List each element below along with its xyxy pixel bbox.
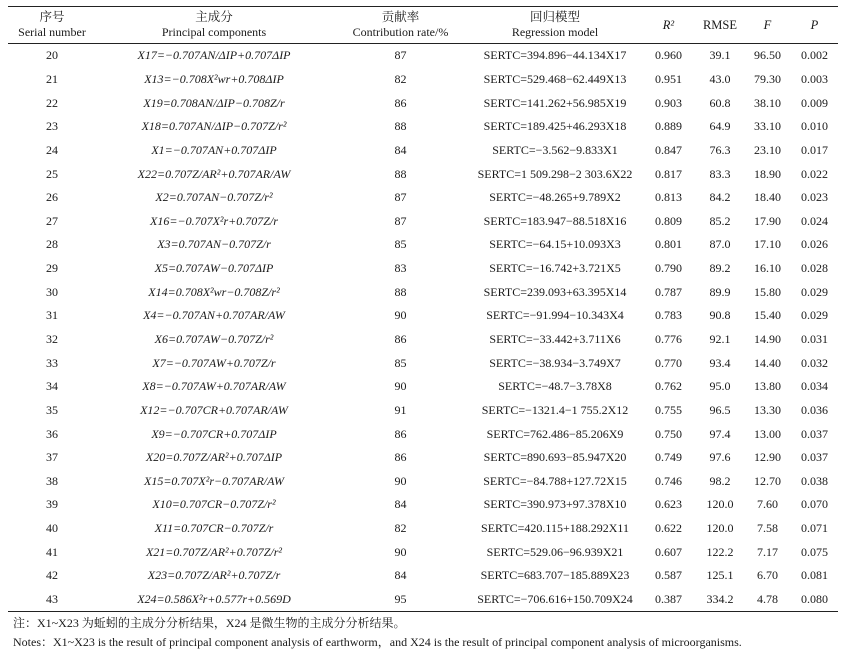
cell-p: 0.080 <box>791 588 838 612</box>
cell-serial: 22 <box>46 95 58 110</box>
table-row <box>8 280 838 304</box>
cell-rmse: 90.8 <box>709 308 731 323</box>
table-row <box>8 233 838 257</box>
cell-serial: 28 <box>46 237 58 252</box>
header-rmse-label: RMSE <box>702 17 738 32</box>
cell-principal-component: X16=−0.707X²r+0.707Z/r <box>150 213 278 228</box>
cell-contribution-rate: 90 <box>394 379 407 394</box>
cell-rmse: 97.6 <box>709 450 731 465</box>
header-principal-components <box>96 7 332 44</box>
cell-principal-component: X20=0.707Z/AR²+0.707ΔIP <box>145 450 283 465</box>
cell-rmse: 125.1 <box>706 568 734 583</box>
cell-f: 33.10 <box>754 119 781 134</box>
cell-contribution-rate: 87 <box>394 190 407 205</box>
cell-regression-model: SERTC=−1321.4−1 755.2X12 <box>481 402 629 417</box>
cell-principal-component: X18=0.707AN/ΔIP−0.707Z/r² <box>141 119 287 134</box>
cell-p: 0.017 <box>801 142 828 157</box>
cell-p: 0.029 <box>801 308 828 323</box>
cell-r2: 0.960 <box>655 48 682 63</box>
cell-principal-component: X2=0.707AN−0.707Z/r² <box>155 190 273 205</box>
table-row <box>8 470 838 494</box>
table-row <box>8 91 838 115</box>
cell-f: 13.30 <box>754 402 781 417</box>
cell-r2: 0.813 <box>655 190 682 205</box>
cell-regression-model: SERTC=−64.15+10.093X3 <box>489 237 621 252</box>
cell-p: 0.071 <box>801 521 828 536</box>
cell-rmse: 84.2 <box>709 190 731 205</box>
cell-r2: 0.387 <box>641 588 696 612</box>
cell-p: 0.022 <box>801 166 828 181</box>
cell-f: 12.70 <box>754 473 781 488</box>
cell-f: 7.60 <box>757 497 778 512</box>
table-row <box>8 446 838 470</box>
cell-rmse: 120.0 <box>706 521 734 536</box>
cell-regression-model: SERTC=−38.934−3.749X7 <box>489 355 621 370</box>
table-row <box>8 540 838 564</box>
cell-f: 15.80 <box>754 284 781 299</box>
cell-f: 6.70 <box>757 568 778 583</box>
cell-f: 18.90 <box>754 166 781 181</box>
cell-rmse: 64.9 <box>709 119 731 134</box>
cell-serial: 29 <box>46 261 58 276</box>
cell-rmse: 334.2 <box>696 588 744 612</box>
cell-contribution-rate: 82 <box>394 521 407 536</box>
cell-r2: 0.951 <box>655 71 682 86</box>
cell-p: 0.024 <box>801 213 828 228</box>
note-en: Notes：X1~X23 is the result of principal component analysis of earthworm，and X24 is the result of principal component analysis of microorganisms. <box>13 635 742 650</box>
cell-r2: 0.809 <box>655 213 682 228</box>
cell-r2: 0.623 <box>655 497 682 512</box>
cell-f: 13.00 <box>754 426 781 441</box>
cell-serial: 40 <box>46 521 58 536</box>
cell-serial: 30 <box>46 284 58 299</box>
cell-contribution-rate: 90 <box>394 308 407 323</box>
cell-serial: 33 <box>46 355 58 370</box>
cell-r2: 0.762 <box>655 379 682 394</box>
table-row <box>8 375 838 399</box>
cell-serial: 36 <box>46 426 58 441</box>
cell-r2: 0.755 <box>655 402 682 417</box>
cell-r2: 0.787 <box>655 284 682 299</box>
header-rate-zh: 贡献率 <box>381 10 420 24</box>
cell-f: 17.10 <box>754 237 781 252</box>
cell-principal-component: X14=0.708X²wr−0.708Z/r² <box>148 284 280 299</box>
cell-principal-component: X8=−0.707AW+0.707AR/AW <box>142 379 286 394</box>
cell-p: 0.009 <box>801 95 828 110</box>
cell-serial: 41 <box>46 544 58 559</box>
cell-f: 18.40 <box>754 190 781 205</box>
header-r2-label: R² <box>662 17 675 32</box>
header-serial <box>8 7 96 44</box>
cell-f: 7.58 <box>757 521 778 536</box>
cell-contribution-rate: 82 <box>394 71 407 86</box>
table-row <box>8 588 838 612</box>
cell-regression-model: SERTC=−48.7−3.78X8 <box>498 379 612 394</box>
cell-regression-model: SERTC=762.486−85.206X9 <box>486 426 624 441</box>
cell-serial: 21 <box>46 71 58 86</box>
header-rmse <box>696 7 744 44</box>
cell-serial: 26 <box>46 190 58 205</box>
cell-principal-component: X15=0.707X²r−0.707AR/AW <box>144 473 284 488</box>
cell-r2: 0.749 <box>655 450 682 465</box>
cell-f: 14.90 <box>754 332 781 346</box>
cell-serial: 27 <box>46 213 58 228</box>
cell-rmse: 43.0 <box>709 71 731 86</box>
cell-regression-model: SERTC=529.06−96.939X21 <box>486 544 624 559</box>
header-contribution-rate <box>332 7 469 44</box>
cell-principal-component: X6=0.707AW−0.707Z/r² <box>154 332 274 346</box>
cell-rmse: 93.4 <box>709 355 731 370</box>
cell-rmse: 89.2 <box>709 261 731 276</box>
table-header <box>8 7 838 44</box>
regression-table <box>8 6 838 612</box>
cell-r2: 0.847 <box>655 142 682 157</box>
cell-r2: 0.783 <box>655 308 682 323</box>
cell-regression-model: SERTC=1 509.298−2 303.6X22 <box>477 166 633 181</box>
table-row <box>8 209 838 233</box>
cell-r2: 0.889 <box>655 119 682 134</box>
table-row <box>8 139 838 163</box>
cell-regression-model: SERTC=239.093+63.395X14 <box>483 284 627 299</box>
header-f-label: F <box>763 17 772 32</box>
cell-serial: 43 <box>8 588 96 612</box>
cell-regression-model: SERTC=−3.562−9.833X1 <box>492 142 618 157</box>
cell-serial: 23 <box>46 119 58 134</box>
cell-contribution-rate: 88 <box>394 119 407 134</box>
table-row <box>8 44 838 68</box>
cell-regression-model: SERTC=−706.616+150.709X24 <box>469 588 641 612</box>
cell-p: 0.038 <box>801 473 828 488</box>
cell-regression-model: SERTC=394.896−44.134X17 <box>483 48 627 63</box>
cell-regression-model: SERTC=420.115+188.292X11 <box>481 521 629 536</box>
cell-regression-model: SERTC=−33.442+3.711X6 <box>489 332 621 346</box>
header-p-label: P <box>810 17 819 32</box>
cell-r2: 0.607 <box>655 544 682 559</box>
cell-rmse: 96.5 <box>709 402 731 417</box>
cell-serial: 34 <box>46 379 58 394</box>
cell-rmse: 39.1 <box>709 48 731 63</box>
cell-principal-component: X17=−0.707AN/ΔIP+0.707ΔIP <box>137 48 291 63</box>
cell-rmse: 95.0 <box>709 379 731 394</box>
cell-serial: 37 <box>46 450 58 465</box>
cell-f: 4.78 <box>744 588 791 612</box>
cell-p: 0.070 <box>801 497 828 512</box>
cell-principal-component: X3=0.707AN−0.707Z/r <box>157 237 271 252</box>
table-notes <box>8 614 838 652</box>
cell-p: 0.003 <box>801 71 828 86</box>
header-serial-en: Serial number <box>18 25 86 39</box>
cell-principal-component: X23=0.707Z/AR²+0.707Z/r <box>147 568 281 583</box>
cell-p: 0.037 <box>801 426 828 441</box>
cell-p: 0.002 <box>801 48 828 63</box>
cell-rmse: 85.2 <box>709 213 731 228</box>
cell-p: 0.036 <box>801 402 828 417</box>
header-serial-zh: 序号 <box>39 10 65 24</box>
cell-r2: 0.817 <box>655 166 682 181</box>
cell-r2: 0.587 <box>655 568 682 583</box>
cell-f: 14.40 <box>754 355 781 370</box>
cell-rmse: 97.4 <box>709 426 731 441</box>
cell-f: 23.10 <box>754 142 781 157</box>
cell-rmse: 92.1 <box>709 332 731 346</box>
cell-f: 12.90 <box>754 450 781 465</box>
cell-principal-component: X9=−0.707CR+0.707ΔIP <box>151 426 277 441</box>
cell-principal-component: X19=0.708AN/ΔIP−0.708Z/r <box>143 95 285 110</box>
cell-f: 96.50 <box>754 48 781 63</box>
cell-p: 0.023 <box>801 190 828 205</box>
cell-principal-component: X21=0.707Z/AR²+0.707Z/r² <box>145 544 283 559</box>
cell-principal-component: X7=−0.707AW+0.707Z/r <box>152 355 276 370</box>
table-row <box>8 351 838 375</box>
cell-regression-model: SERTC=−48.265+9.789X2 <box>489 190 621 205</box>
cell-f: 38.10 <box>754 95 781 110</box>
header-p <box>791 7 838 44</box>
cell-regression-model: SERTC=390.973+97.378X10 <box>483 497 627 512</box>
cell-serial: 31 <box>46 308 58 323</box>
cell-rmse: 98.2 <box>709 473 731 488</box>
cell-serial: 42 <box>46 568 58 583</box>
cell-r2: 0.776 <box>655 332 682 346</box>
cell-principal-component: X10=0.707CR−0.707Z/r² <box>152 497 276 512</box>
cell-principal-component: X13=−0.708X²wr+0.708ΔIP <box>144 71 284 86</box>
cell-serial: 25 <box>46 166 58 181</box>
cell-rmse: 87.0 <box>709 237 731 252</box>
cell-rmse: 89.9 <box>709 284 731 299</box>
cell-contribution-rate: 86 <box>394 426 407 441</box>
cell-principal-component: X24=0.586X²r+0.577r+0.569D <box>96 588 332 612</box>
cell-regression-model: SERTC=183.947−88.518X16 <box>483 213 627 228</box>
cell-p: 0.081 <box>801 568 828 583</box>
cell-regression-model: SERTC=683.707−185.889X23 <box>480 568 630 583</box>
cell-p: 0.075 <box>801 544 828 559</box>
cell-p: 0.031 <box>801 332 828 346</box>
header-r2 <box>641 7 696 44</box>
cell-regression-model: SERTC=529.468−62.449X13 <box>483 71 627 86</box>
table-row <box>8 493 838 517</box>
note-zh: 注：X1~X23 为蚯蚓的主成分分析结果，X24 是微生物的主成分分析结果。 <box>13 616 406 631</box>
cell-principal-component: X22=0.707Z/AR²+0.707AR/AW <box>137 166 291 181</box>
cell-contribution-rate: 87 <box>394 213 407 228</box>
cell-contribution-rate: 86 <box>394 95 407 110</box>
cell-regression-model: SERTC=890.693−85.947X20 <box>483 450 627 465</box>
cell-contribution-rate: 85 <box>394 237 407 252</box>
header-pc-zh: 主成分 <box>195 10 233 24</box>
cell-r2: 0.790 <box>655 261 682 276</box>
table-row <box>8 68 838 92</box>
cell-r2: 0.801 <box>655 237 682 252</box>
cell-serial: 24 <box>46 142 58 157</box>
cell-contribution-rate: 88 <box>394 284 407 299</box>
cell-r2: 0.746 <box>655 473 682 488</box>
cell-p: 0.026 <box>801 237 828 252</box>
cell-r2: 0.903 <box>655 95 682 110</box>
table-row <box>8 162 838 186</box>
cell-f: 16.10 <box>754 261 781 276</box>
cell-p: 0.034 <box>801 379 828 394</box>
cell-contribution-rate: 91 <box>394 402 407 417</box>
header-regression-model <box>469 7 641 44</box>
cell-p: 0.029 <box>801 284 828 299</box>
cell-principal-component: X5=0.707AW−0.707ΔIP <box>154 261 274 276</box>
cell-contribution-rate: 87 <box>394 48 407 63</box>
table-row <box>8 422 838 446</box>
cell-contribution-rate: 84 <box>394 497 407 512</box>
cell-r2: 0.750 <box>655 426 682 441</box>
table-row <box>8 399 838 423</box>
cell-r2: 0.622 <box>655 521 682 536</box>
cell-contribution-rate: 88 <box>394 166 407 181</box>
cell-f: 7.17 <box>757 544 778 559</box>
cell-principal-component: X11=0.707CR−0.707Z/r <box>154 521 274 536</box>
header-pc-en: Principal components <box>161 25 267 39</box>
cell-p: 0.032 <box>801 355 828 370</box>
cell-rmse: 76.3 <box>709 142 731 157</box>
table-row <box>8 328 838 352</box>
cell-regression-model: SERTC=141.262+56.985X19 <box>483 95 627 110</box>
cell-serial: 38 <box>46 473 58 488</box>
cell-f: 17.90 <box>754 213 781 228</box>
cell-contribution-rate: 83 <box>394 261 407 276</box>
cell-f: 15.40 <box>754 308 781 323</box>
header-model-en: Regression model <box>511 25 599 39</box>
cell-rmse: 120.0 <box>706 497 734 512</box>
cell-rmse: 122.2 <box>706 544 734 559</box>
table-row <box>8 517 838 541</box>
cell-r2: 0.770 <box>655 355 682 370</box>
table-body <box>8 44 838 612</box>
cell-rmse: 83.3 <box>709 166 731 181</box>
cell-regression-model: SERTC=−16.742+3.721X5 <box>489 261 621 276</box>
table-row <box>8 257 838 281</box>
table-row <box>8 304 838 328</box>
cell-principal-component: X12=−0.707CR+0.707AR/AW <box>140 402 288 417</box>
header-model-zh: 回归模型 <box>529 10 580 24</box>
header-rate-en: Contribution rate/% <box>352 25 449 39</box>
cell-contribution-rate: 86 <box>394 450 407 465</box>
table-row <box>8 564 838 588</box>
cell-contribution-rate: 90 <box>394 544 407 559</box>
cell-f: 79.30 <box>754 71 781 86</box>
cell-contribution-rate: 85 <box>394 355 407 370</box>
cell-p: 0.028 <box>801 261 828 276</box>
cell-contribution-rate: 95 <box>332 588 469 612</box>
cell-serial: 32 <box>46 332 58 346</box>
cell-rmse: 60.8 <box>709 95 731 110</box>
cell-serial: 35 <box>46 402 58 417</box>
cell-serial: 20 <box>46 48 58 63</box>
cell-p: 0.037 <box>801 450 828 465</box>
cell-contribution-rate: 84 <box>394 142 407 157</box>
cell-regression-model: SERTC=−91.994−10.343X4 <box>486 308 624 323</box>
cell-serial: 39 <box>46 497 58 512</box>
cell-regression-model: SERTC=−84.788+127.72X15 <box>483 473 627 488</box>
cell-contribution-rate: 84 <box>394 568 407 583</box>
cell-principal-component: X4=−0.707AN+0.707AR/AW <box>143 308 285 323</box>
cell-principal-component: X1=−0.707AN+0.707ΔIP <box>151 142 277 157</box>
cell-p: 0.010 <box>801 119 828 134</box>
table-row <box>8 115 838 139</box>
cell-contribution-rate: 86 <box>394 332 407 346</box>
cell-contribution-rate: 90 <box>394 473 407 488</box>
header-f <box>744 7 791 44</box>
cell-regression-model: SERTC=189.425+46.293X18 <box>483 119 627 134</box>
document <box>8 6 838 652</box>
cell-f: 13.80 <box>754 379 781 394</box>
table-row <box>8 186 838 210</box>
